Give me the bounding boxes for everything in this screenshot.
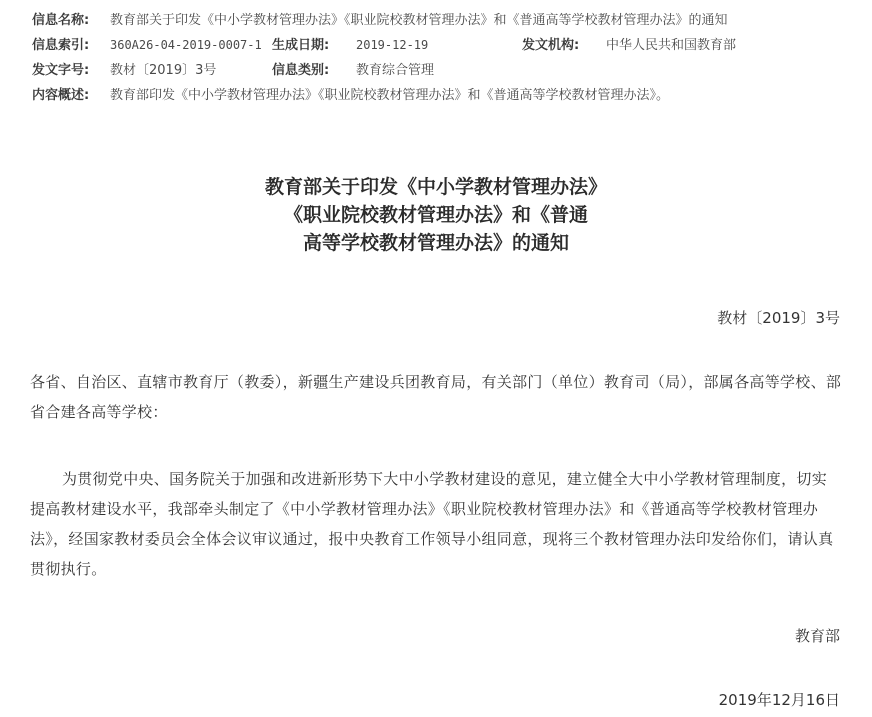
summary-value: 教育部印发《中小学教材管理办法》《职业院校教材管理办法》和《普通高等学校教材管理办法》。 <box>110 88 670 103</box>
issuing-org-label: 发文机构: <box>522 38 580 53</box>
generate-date-value: 2019-12-19 <box>356 38 429 52</box>
document-metadata <box>32 8 862 108</box>
info-category-value: 教育综合管理 <box>356 63 435 78</box>
info-name-value: 教育部关于印发《中小学教材管理办法》《职业院校教材管理办法》和《普通高等学校教材管理办法》的通知 <box>110 13 728 28</box>
body-paragraph: 为贯彻党中央、国务院关于加强和改进新形势下大中小学教材建设的意见，建立健全大中小学教材管理制度，切实提高教材建设水平，我部牵头制定了《中小学教材管理办法》《职业院校教材管理办法》和《普通高等学校教材管理办法》，经国家教材委员会全体会议审议通过，报中央教育工作领导小组同意，现将三个教材管理办法印发给你们，请认真贯彻执行。 <box>30 470 834 578</box>
summary-label: 内容概述: <box>32 88 90 103</box>
meta-row-index <box>32 33 862 58</box>
document-title <box>0 173 872 257</box>
issue-date: 2019年12月16日 <box>718 691 840 709</box>
document-number: 教材〔2019〕3号 <box>717 309 840 327</box>
info-name-label: 信息名称: <box>32 13 90 28</box>
doc-number-label: 发文字号: <box>32 63 90 78</box>
title-line-1: 教育部关于印发《中小学教材管理办法》 <box>264 176 607 198</box>
title-line-3: 高等学校教材管理办法》的通知 <box>302 232 569 254</box>
addressee: 各省、自治区、直辖市教育厅（教委），新疆生产建设兵团教育局，有关部门（单位）教育司（局），部属各高等学校、部省合建各高等学校： <box>30 373 842 421</box>
info-index-value: 360A26-04-2019-0007-1 <box>110 38 262 52</box>
generate-date-label: 生成日期: <box>272 38 330 53</box>
title-line-2: 《职业院校教材管理办法》和《普通 <box>283 204 588 226</box>
doc-number-value: 教材〔2019〕3号 <box>110 63 217 78</box>
signature: 教育部 <box>794 627 840 645</box>
info-index-label: 信息索引: <box>32 38 90 53</box>
meta-row-docno <box>32 58 862 83</box>
issuing-org-value: 中华人民共和国教育部 <box>606 38 737 53</box>
info-category-label: 信息类别: <box>272 63 330 78</box>
meta-row-summary <box>32 83 862 108</box>
meta-row-name <box>32 8 862 33</box>
